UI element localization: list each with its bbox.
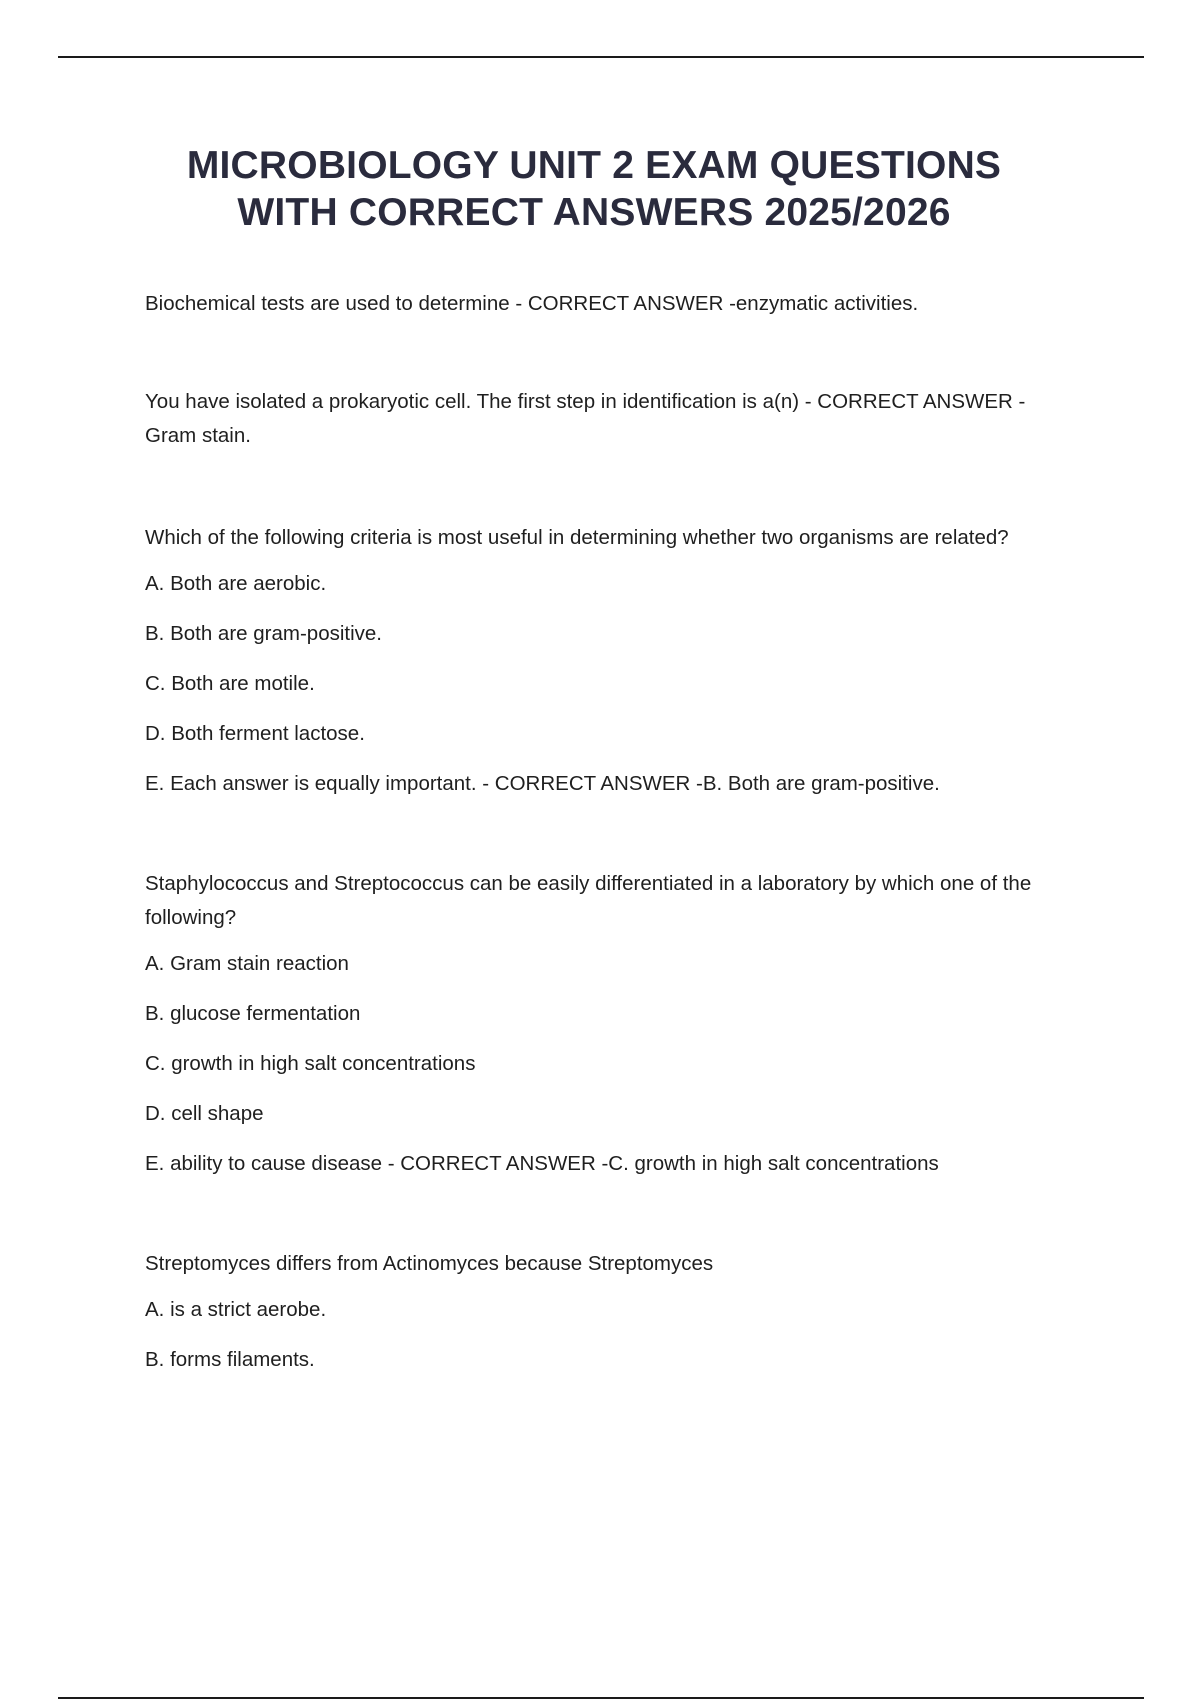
option-c: C. Both are motile.: [145, 672, 315, 695]
document-body: [145, 287, 1075, 1393]
document-title: [100, 142, 1088, 236]
title-line-2: WITH CORRECT ANSWERS 2025/2026: [237, 191, 951, 234]
qa-item-1: Biochemical tests are used to determine - CORRECT ANSWER -enzymatic activities.: [145, 292, 919, 315]
option-d: D. Both ferment lactose.: [145, 722, 365, 745]
title-line-1: MICROBIOLOGY UNIT 2 EXAM QUESTIONS: [186, 144, 1002, 187]
question-block-3: [145, 521, 1075, 801]
option-d: D. cell shape: [145, 1102, 264, 1125]
option-a: A. is a strict aerobe.: [145, 1298, 327, 1321]
question-block-4: [145, 867, 1075, 1181]
option-e-with-answer: E. Each answer is equally important. - CORRECT ANSWER -B. Both are gram-positive.: [145, 772, 940, 795]
option-e-with-answer: E. ability to cause disease - CORRECT ANSWER -C. growth in high salt concentrations: [145, 1152, 939, 1175]
question-text: Staphylococcus and Streptococcus can be easily differentiated in a laboratory by which one of the following?: [145, 872, 1032, 929]
bottom-rule: [58, 1697, 1144, 1699]
question-text: Streptomyces differs from Actinomyces because Streptomyces: [145, 1252, 714, 1275]
option-a: A. Both are aerobic.: [145, 572, 327, 595]
question-text: Which of the following criteria is most useful in determining whether two organisms are related?: [145, 526, 1009, 549]
top-rule: [58, 56, 1144, 58]
option-c: C. growth in high salt concentrations: [145, 1052, 476, 1075]
option-b: B. glucose fermentation: [145, 1002, 361, 1025]
question-block-5: [145, 1247, 1075, 1377]
option-b: B. Both are gram-positive.: [145, 622, 382, 645]
option-a: A. Gram stain reaction: [145, 952, 349, 975]
option-b: B. forms filaments.: [145, 1348, 315, 1371]
qa-item-2: You have isolated a prokaryotic cell. The first step in identification is a(n) - CORRECT ANSWER - Gram stain.: [145, 390, 1026, 447]
